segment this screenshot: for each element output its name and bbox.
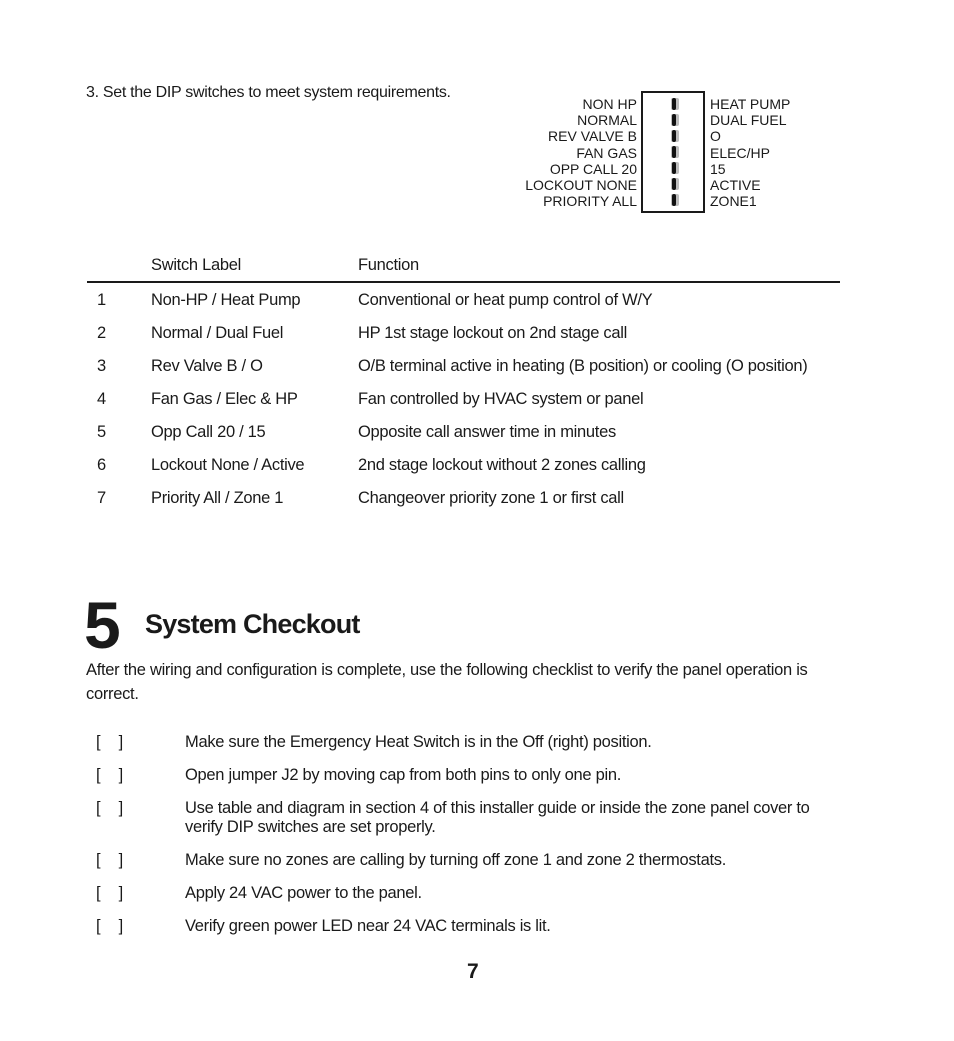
checklist-item	[96, 766, 836, 785]
checkbox[interactable]: [ ]	[96, 799, 123, 817]
row-number: 5	[97, 423, 106, 441]
dip-left-label: PRIORITY ALL	[543, 193, 637, 210]
row-number: 4	[97, 390, 106, 408]
checklist-item-text: Open jumper J2 by moving cap from both pins to only one pin.	[185, 766, 622, 784]
checklist-item	[96, 799, 836, 837]
table-row	[87, 283, 840, 316]
checkbox[interactable]: [ ]	[96, 917, 123, 935]
dip-right-label: ZONE1	[710, 193, 757, 210]
dip-right-label: ELEC/HP	[710, 144, 770, 161]
row-number: 2	[97, 324, 106, 342]
checklist	[96, 733, 836, 936]
table-row	[87, 448, 840, 481]
checklist-item	[96, 884, 836, 903]
switch-label: Normal / Dual Fuel	[151, 324, 284, 342]
switch-label: Priority All / Zone 1	[151, 489, 284, 507]
column-header-switch-label: Switch Label	[151, 256, 241, 274]
checklist-item	[96, 917, 836, 936]
section-title: System Checkout	[145, 609, 360, 639]
dip-switch-block	[641, 91, 705, 213]
page-number: 7	[467, 960, 479, 983]
dip-switch-6	[671, 178, 679, 190]
column-header-function: Function	[358, 256, 419, 274]
checklist-item-text: Make sure the Emergency Heat Switch is in the Off (right) position.	[185, 733, 652, 751]
step-instruction: 3. Set the DIP switches to meet system requirements.	[86, 84, 451, 101]
dip-right-labels	[710, 96, 790, 209]
dip-right-label: 15	[710, 160, 726, 177]
dip-switch-2	[671, 114, 679, 126]
table-row	[87, 415, 840, 448]
dip-left-label: LOCKOUT NONE	[525, 177, 637, 194]
row-number: 6	[97, 456, 106, 474]
switch-function: O/B terminal active in heating (B position) or cooling (O position)	[358, 357, 808, 375]
row-number: 1	[97, 291, 106, 309]
section-intro: After the wiring and configuration is complete, use the following checklist to verify the panel operation is correct.	[86, 661, 808, 703]
switch-label: Rev Valve B / O	[151, 357, 263, 375]
checkbox[interactable]: [ ]	[96, 851, 123, 869]
dip-right-label: ACTIVE	[710, 177, 761, 194]
switch-label: Opp Call 20 / 15	[151, 423, 266, 441]
checklist-item	[96, 733, 836, 752]
row-number: 3	[97, 357, 106, 375]
checkbox[interactable]: [ ]	[96, 766, 123, 784]
switch-function: Opposite call answer time in minutes	[358, 423, 616, 441]
checkbox[interactable]: [ ]	[96, 733, 123, 751]
table-row	[87, 382, 840, 415]
checkbox[interactable]: [ ]	[96, 884, 123, 902]
checklist-item-text: Apply 24 VAC power to the panel.	[185, 884, 422, 902]
dip-left-label: FAN GAS	[576, 144, 637, 161]
checklist-item-text: Use table and diagram in section 4 of this installer guide or inside the zone panel cover to verify DIP switches are set properly.	[185, 799, 810, 836]
switch-label: Fan Gas / Elec & HP	[151, 390, 298, 408]
switch-function: HP 1st stage lockout on 2nd stage call	[358, 324, 627, 342]
dip-switch-1	[671, 98, 679, 110]
switch-function: Conventional or heat pump control of W/Y	[358, 291, 653, 309]
dip-switch-5	[671, 162, 679, 174]
dip-switch-table	[87, 255, 840, 514]
checklist-item-text: Verify green power LED near 24 VAC terminals is lit.	[185, 917, 551, 935]
dip-right-label: O	[710, 128, 721, 145]
table-header	[87, 255, 840, 283]
dip-left-label: NORMAL	[577, 112, 637, 129]
switch-label: Non-HP / Heat Pump	[151, 291, 301, 309]
checklist-item	[96, 851, 836, 870]
checklist-item-text: Make sure no zones are calling by turning off zone 1 and zone 2 thermostats.	[185, 851, 726, 869]
switch-function: Changeover priority zone 1 or first call	[358, 489, 624, 507]
dip-left-label: NON HP	[582, 96, 637, 112]
switch-function: Fan controlled by HVAC system or panel	[358, 390, 644, 408]
row-number: 7	[97, 489, 106, 507]
dip-switch-7	[671, 194, 679, 206]
dip-right-label: DUAL FUEL	[710, 112, 787, 129]
switch-label: Lockout None / Active	[151, 456, 305, 474]
dip-left-labels	[500, 96, 637, 209]
table-row	[87, 349, 840, 382]
dip-left-label: OPP CALL 20	[549, 160, 637, 177]
dip-switch-3	[671, 130, 679, 142]
table-row	[87, 481, 840, 514]
section-number: 5	[84, 588, 119, 662]
dip-switch-4	[671, 146, 679, 158]
table-row	[87, 316, 840, 349]
dip-left-label: REV VALVE B	[548, 128, 637, 145]
switch-function: 2nd stage lockout without 2 zones calling	[358, 456, 646, 474]
dip-right-label: HEAT PUMP	[710, 96, 791, 112]
